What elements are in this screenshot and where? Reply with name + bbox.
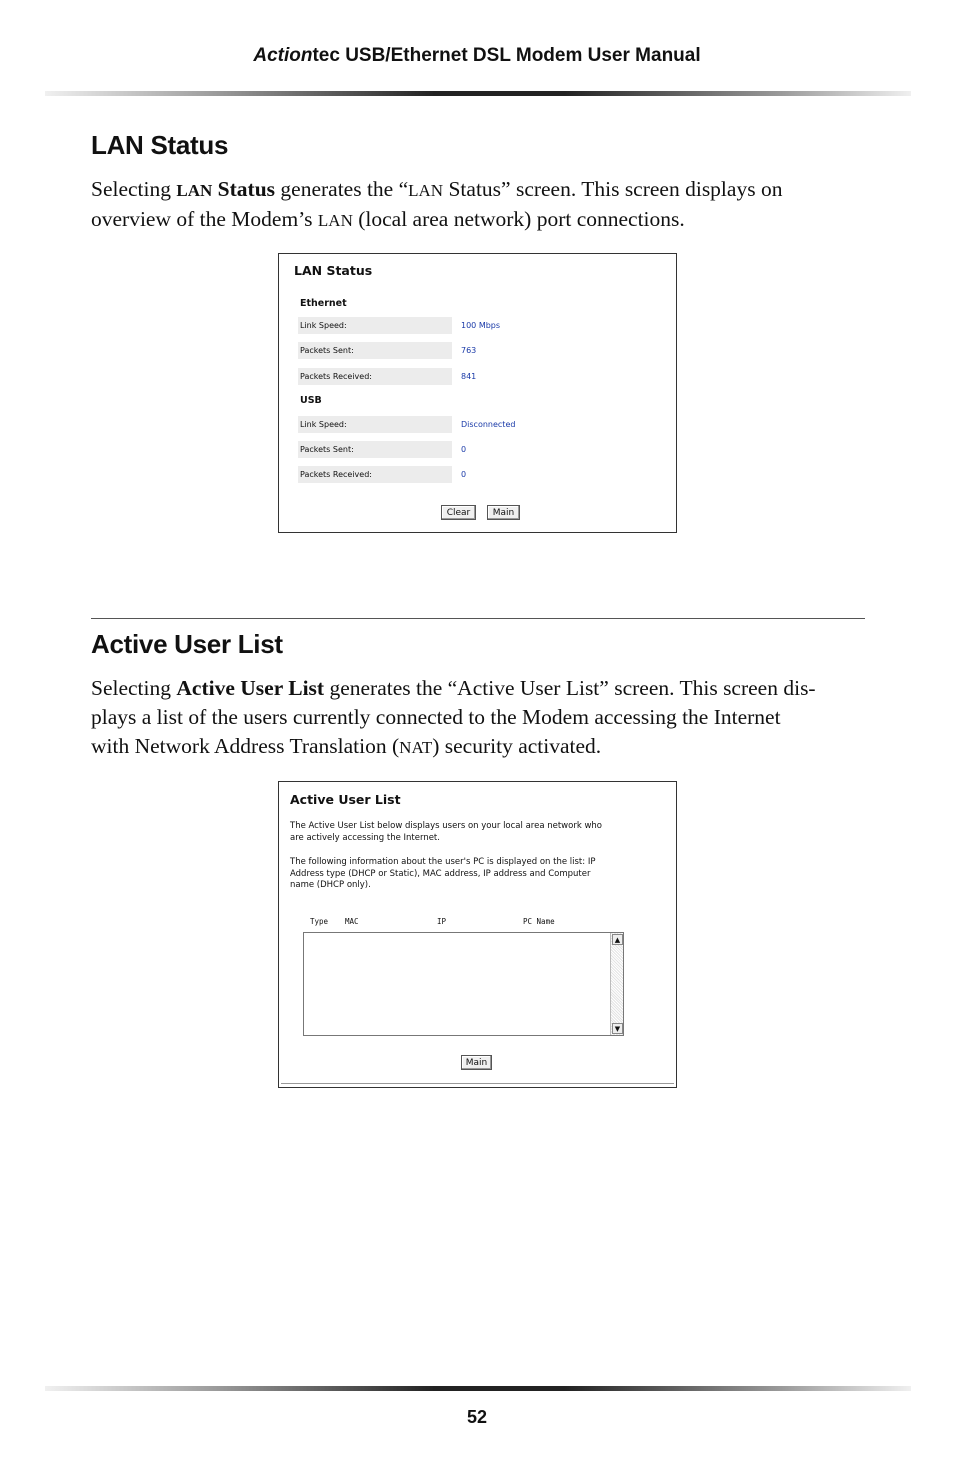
listbox-scrollbar[interactable] bbox=[610, 933, 623, 1035]
footer-rule bbox=[45, 1386, 911, 1391]
main-button[interactable]: Main bbox=[487, 505, 520, 520]
screen-bottom-edge bbox=[281, 1083, 674, 1084]
active-user-list-screenshot bbox=[278, 781, 677, 1088]
section-heading-active-user-list: Active User List bbox=[91, 629, 283, 659]
running-header bbox=[0, 45, 954, 67]
section-heading-lan-status: LAN Status bbox=[91, 130, 229, 160]
ethernet-link-speed-value: 100 Mbps bbox=[461, 321, 501, 330]
clear-button[interactable]: Clear bbox=[441, 505, 476, 520]
column-header-ip: IP bbox=[437, 917, 447, 926]
header-rule bbox=[45, 91, 911, 96]
usb-packets-sent-label: Packets Sent: bbox=[298, 441, 452, 458]
section-divider bbox=[91, 618, 865, 619]
usb-link-speed-value: Disconnected bbox=[461, 420, 516, 429]
header-title: tec USB/Ethernet DSL Modem User Manual bbox=[312, 45, 701, 66]
lan-status-screenshot bbox=[278, 253, 677, 533]
description-text-1: The Active User List below displays users on your local area network who are actively accessing the Internet. bbox=[290, 821, 602, 843]
active-user-list-paragraph: Selecting Active User List generates the “Active User List” screen. This screen dis- plays a list of the users currently connected to the Modem accessing the Internet with Network Address Translation (NAT) security activated. bbox=[91, 676, 816, 758]
page-number: 52 bbox=[466, 1407, 488, 1427]
ethernet-label: Ethernet bbox=[300, 298, 347, 309]
main-button[interactable]: Main bbox=[461, 1055, 492, 1070]
ethernet-packets-sent-label: Packets Sent: bbox=[298, 342, 452, 359]
lan-status-paragraph: Selecting LAN Status generates the “LAN Status” screen. This screen displays on overview of the Modem’s LAN (local area network) port connections. bbox=[91, 177, 783, 231]
usb-label: USB bbox=[300, 395, 322, 406]
scroll-down-icon[interactable]: ▼ bbox=[612, 1023, 623, 1034]
ethernet-packets-received-value: 841 bbox=[461, 372, 477, 381]
usb-link-speed-label: Link Speed: bbox=[298, 416, 452, 433]
ethernet-link-speed-label: Link Speed: bbox=[298, 317, 452, 334]
header-brand-italic: Action bbox=[253, 45, 313, 66]
screen-title: Active User List bbox=[290, 792, 401, 807]
description-text-2: The following information about the user's PC is displayed on the list: IP Address type (DHCP or Static), MAC address, IP address and Computer name (DHCP only). bbox=[290, 857, 596, 890]
column-header-type: Type bbox=[310, 917, 329, 926]
usb-packets-received-label: Packets Received: bbox=[298, 466, 452, 483]
active-user-listbox[interactable] bbox=[303, 932, 624, 1036]
column-header-mac: MAC bbox=[345, 917, 359, 926]
column-header-pc-name: PC Name bbox=[523, 917, 555, 926]
screen-title: LAN Status bbox=[294, 263, 373, 278]
scroll-up-icon[interactable]: ▲ bbox=[612, 934, 623, 945]
usb-packets-sent-value: 0 bbox=[461, 445, 467, 454]
usb-packets-received-value: 0 bbox=[461, 470, 467, 479]
ethernet-packets-sent-value: 763 bbox=[461, 346, 477, 355]
ethernet-packets-received-label: Packets Received: bbox=[298, 368, 452, 385]
